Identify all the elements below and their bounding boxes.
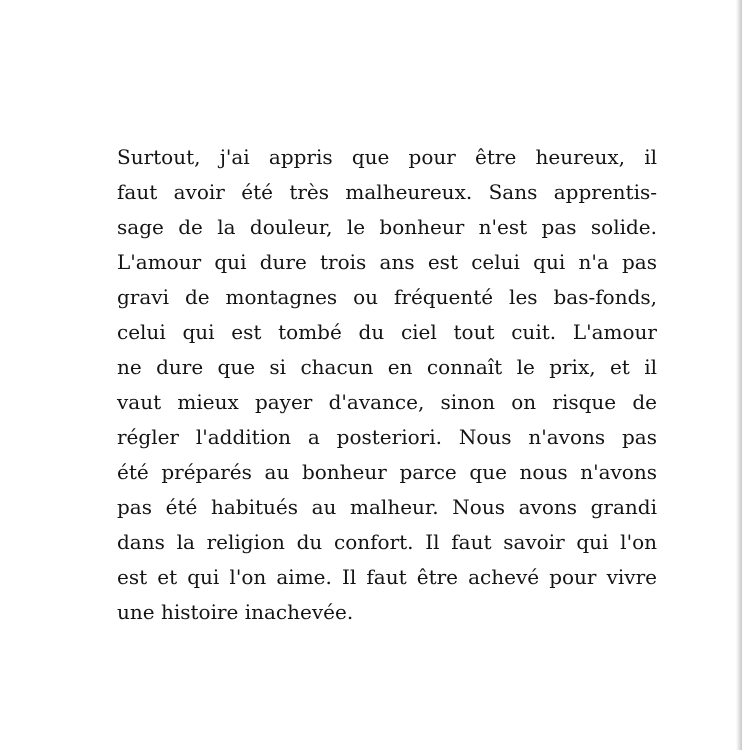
text-line: dans la religion du confort. Il faut savoir qui l'on: [117, 530, 657, 554]
text-line: ne dure que si chacun en connaît le prix, et il: [117, 355, 657, 379]
text-line: pas été habitués au malheur. Nous avons grandi: [117, 495, 657, 519]
text-line: été préparés au bonheur parce que nous n'avons: [117, 460, 657, 484]
text-line: Surtout, j'ai appris que pour être heureux, il: [117, 145, 657, 169]
text-line: est et qui l'on aime. Il faut être achevé pour vivre: [117, 565, 657, 589]
text-line: faut avoir été très malheureux. Sans apprentis-: [117, 180, 657, 204]
text-line: une histoire inachevée.: [117, 600, 354, 624]
text-line: gravi de montagnes ou fréquenté les bas-fonds,: [117, 285, 657, 309]
text-line: vaut mieux payer d'avance, sinon on risque de: [117, 390, 657, 414]
text-line: régler l'addition a posteriori. Nous n'avons pas: [117, 425, 657, 449]
page-edge-shadow: [736, 0, 742, 750]
text-line: celui qui est tombé du ciel tout cuit. L'amour: [117, 320, 657, 344]
text-line: L'amour qui dure trois ans est celui qui n'a pas: [117, 250, 657, 274]
text-passage: [117, 140, 657, 630]
text-line: sage de la douleur, le bonheur n'est pas solide.: [117, 215, 657, 239]
